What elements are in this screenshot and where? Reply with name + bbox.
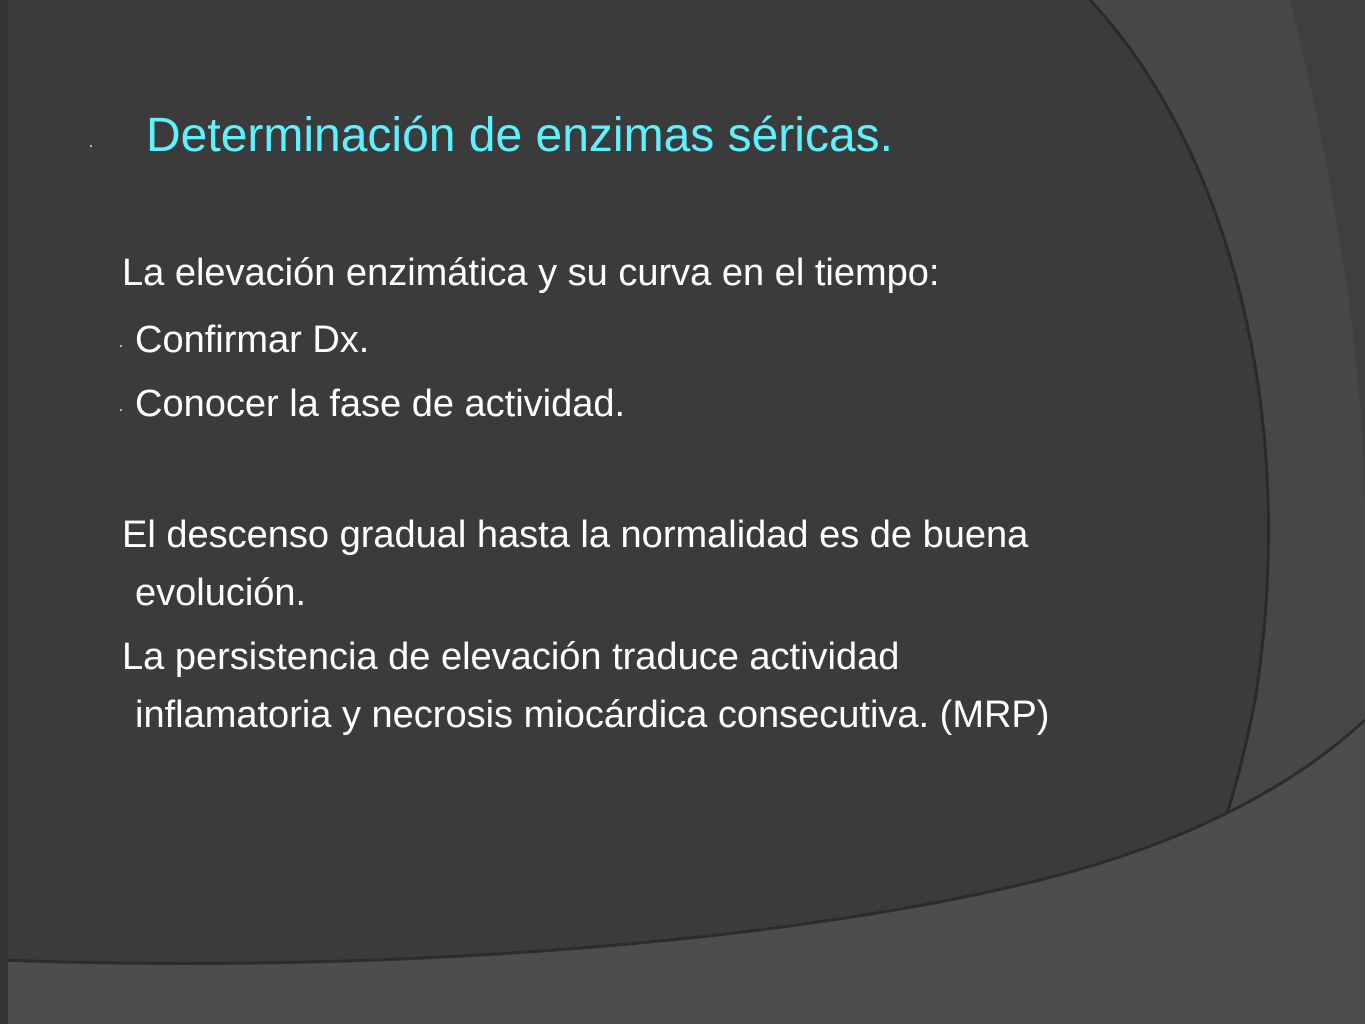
- bullet-item-1: Confirmar Dx.: [135, 319, 370, 361]
- bullet-dot-1: ·: [118, 335, 124, 355]
- paragraph-2-line-2: inflamatoria y necrosis miocárdica consecutiva. (MRP): [135, 694, 1050, 736]
- intro-text: La elevación enzimática y su curva en el tiempo:: [122, 252, 940, 294]
- paragraph-1-line-2: evolución.: [135, 572, 307, 614]
- bullet-dot-2: ·: [118, 399, 124, 419]
- bullet-item-2: Conocer la fase de actividad.: [135, 383, 626, 425]
- paragraph-2-line-1: La persistencia de elevación traduce actividad: [122, 636, 900, 678]
- title-bullet: ·: [88, 135, 94, 155]
- slide-title: Determinación de enzimas séricas.: [146, 109, 893, 162]
- paragraph-1-line-1: El descenso gradual hasta la normalidad es de buena: [122, 514, 1029, 556]
